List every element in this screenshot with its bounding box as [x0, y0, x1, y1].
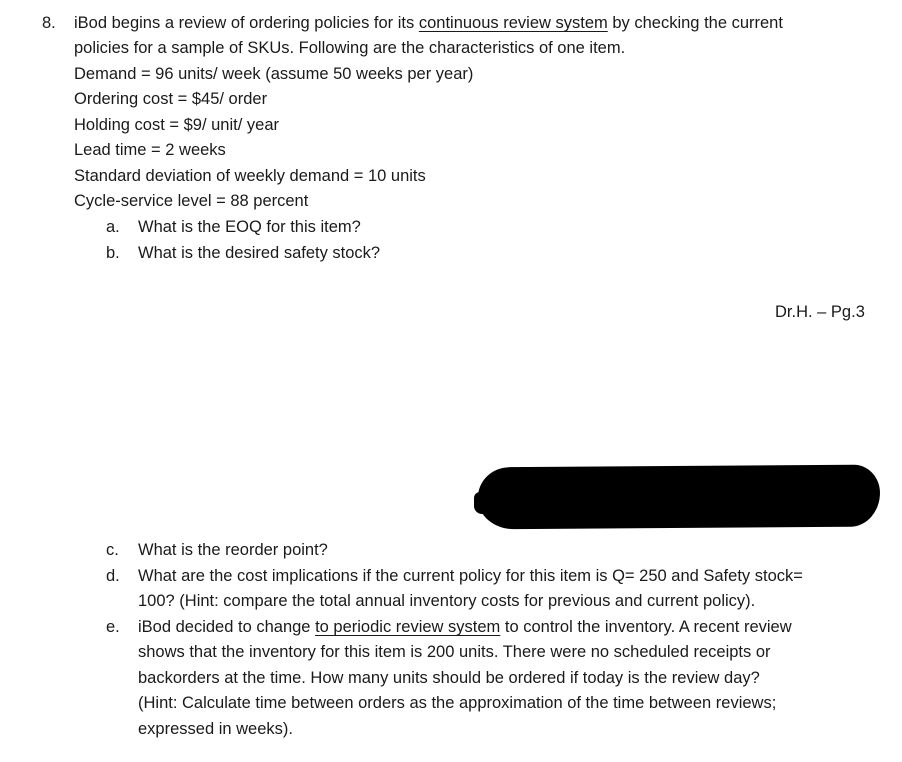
part-e-text-end: to control the inventory. A recent review	[500, 618, 792, 636]
intro-text: iBod begins a review of ordering policies for its	[74, 14, 419, 32]
lead-time-line: Lead time = 2 weeks	[74, 141, 226, 159]
demand-line: Demand = 96 units/ week (assume 50 weeks per year)	[74, 65, 474, 83]
part-e-line-5: expressed in weeks).	[138, 720, 293, 738]
part-b-text: What is the desired safety stock?	[138, 244, 381, 262]
part-e-line-2: shows that the inventory for this item is 200 units. There were no scheduled receipts or	[138, 643, 771, 661]
std-dev-line: Standard deviation of weekly demand = 10 units	[74, 167, 426, 185]
part-a-text: What is the EOQ for this item?	[138, 218, 361, 236]
part-b-label: b.	[106, 244, 120, 262]
cycle-service-level-line: Cycle-service level = 88 percent	[74, 192, 309, 210]
part-d-line-1: What are the cost implications if the current policy for this item is Q= 250 and Safety stock=	[138, 567, 803, 585]
question-intro-line-1	[74, 13, 783, 33]
intro-text-end: by checking the current	[607, 14, 783, 32]
page-reference: Dr.H. – Pg.3	[775, 303, 865, 321]
question-number: 8.	[42, 14, 56, 32]
question-intro-line-2: policies for a sample of SKUs. Following are the characteristics of one item.	[74, 39, 626, 57]
part-d-line-2: 100? (Hint: compare the total annual inventory costs for previous and current policy).	[138, 592, 756, 610]
part-c-text: What is the reorder point?	[138, 541, 328, 559]
part-e-line-1	[138, 617, 792, 637]
part-e-line-4: (Hint: Calculate time between orders as the approximation of the time between reviews;	[138, 694, 777, 712]
part-d-label: d.	[106, 567, 120, 585]
holding-cost-line: Holding cost = $9/ unit/ year	[74, 116, 279, 134]
ordering-cost-line: Ordering cost = $45/ order	[74, 90, 268, 108]
part-e-line-3: backorders at the time. How many units should be ordered if today is the review day?	[138, 669, 760, 687]
periodic-review-system-text: to periodic review system	[315, 618, 501, 636]
redaction-mark	[478, 465, 880, 530]
part-a-label: a.	[106, 218, 120, 236]
continuous-review-system-text: continuous review system	[418, 14, 608, 32]
part-c-label: c.	[106, 541, 119, 559]
part-e-text: iBod decided to change	[138, 618, 316, 636]
part-e-label: e.	[106, 618, 120, 636]
